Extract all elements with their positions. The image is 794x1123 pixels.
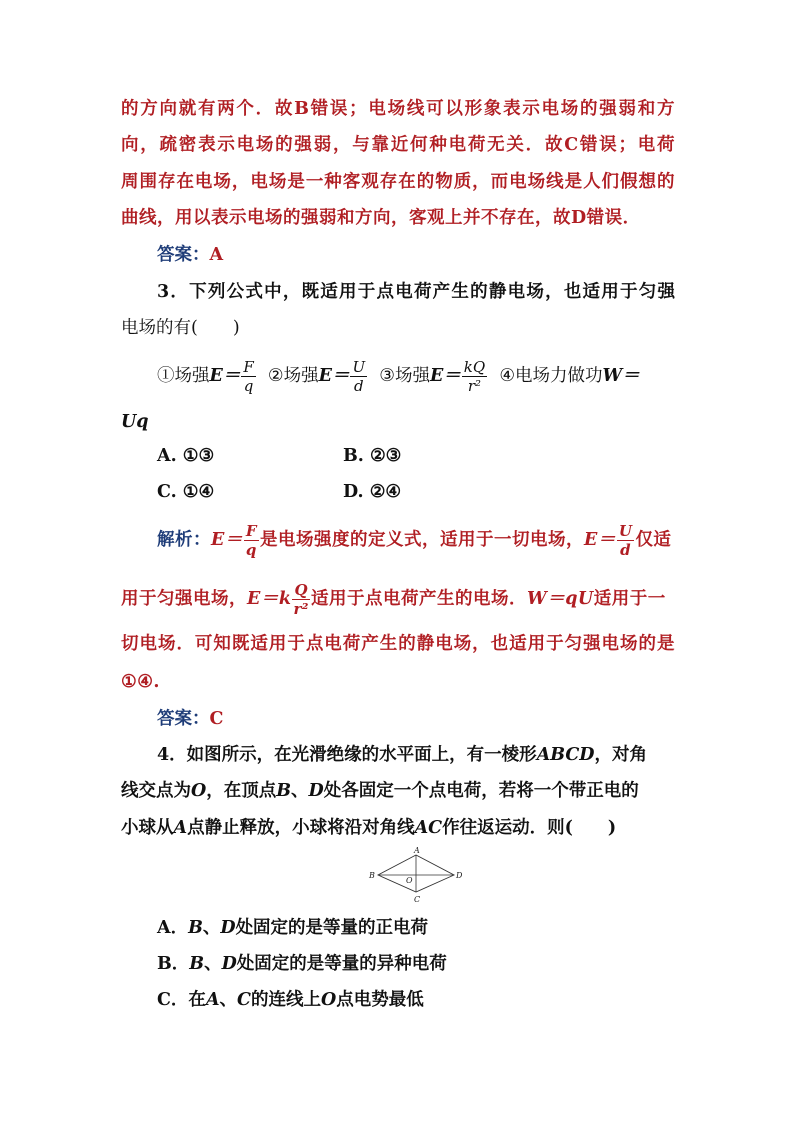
q3-option-b: B. ②③ — [343, 446, 402, 466]
analysis-text-2c: 适用于一 — [593, 589, 666, 609]
q4-text: 线交点为 — [121, 781, 191, 801]
q4-opt-text: C．在 — [157, 990, 206, 1010]
q3-analysis-line-4: ①④. — [121, 672, 160, 692]
q4-var: D — [220, 918, 236, 938]
frac-num: F — [243, 358, 254, 376]
frac-den: r² — [293, 600, 309, 618]
analysis-text-2a: 用于匀强电场， — [121, 589, 247, 609]
q4-opt-text: 处固定的是等量的异种电荷 — [236, 954, 447, 974]
label-d: D — [456, 871, 463, 880]
formula-1-prefix: ①场强 — [157, 366, 210, 386]
analysis-fraction-1 — [244, 522, 259, 559]
q4-text: 点静止释放，小球将沿对角线 — [187, 818, 415, 838]
q3-stem-line-1 — [157, 280, 675, 304]
q4-var: O — [191, 781, 207, 801]
analysis-eq-1: E＝ — [211, 530, 243, 550]
explanation-line-1: 的方向就有两个．故B错误；电场线可以形象表示电场的强弱和方 — [121, 99, 675, 119]
q3-analysis-line-1 — [157, 522, 675, 559]
explanation-line-4: 曲线，用以表示电场的强弱和方向，客观上并不存在，故D错误． — [121, 208, 641, 228]
frac-num: U — [618, 522, 633, 540]
q4-stem-line-1 — [157, 743, 647, 767]
frac-den: d — [353, 377, 364, 395]
q4-opt-text: 、 — [202, 918, 221, 938]
q4-text: ，在顶点 — [206, 781, 277, 801]
q4-var: D — [308, 781, 324, 801]
q3-option-a: A. ①③ — [157, 446, 215, 466]
analysis-text-1a: 是电场强度的定义式，适用于一切电场， — [260, 530, 584, 550]
frac-num: F — [245, 522, 257, 540]
analysis-ek: E＝k — [247, 589, 292, 609]
answer-value: C — [209, 709, 224, 729]
q4-var: C — [237, 990, 251, 1010]
q3-analysis-line-2 — [121, 581, 675, 618]
q4-text: 处各固定一个点电荷，若将一个带正电的 — [323, 781, 639, 801]
label-c: C — [414, 895, 421, 904]
frac-den: r² — [467, 377, 482, 395]
frac-den: d — [620, 541, 632, 559]
analysis-text-2b: 适用于点电荷产生的电场． — [311, 589, 528, 609]
label-b: B — [369, 871, 375, 880]
answer-label: 答案： — [157, 709, 210, 729]
q4-var: D — [221, 954, 237, 974]
q4-text: 4．如图所示，在光滑绝缘的水平面上，有一棱形 — [157, 745, 537, 765]
q4-opt-text: 、 — [219, 990, 238, 1010]
q4-opt-text: 处固定的是等量的正电荷 — [235, 918, 429, 938]
q4-var: B — [188, 918, 203, 938]
q3-formulas — [157, 358, 640, 395]
analysis-fraction-2 — [617, 522, 635, 559]
q4-stem-line-3 — [121, 816, 616, 840]
q4-opt-text: A． — [157, 918, 189, 938]
analysis-text-1b: 仅适 — [635, 530, 672, 550]
formula-3-fraction — [462, 358, 487, 395]
q4-option-c — [157, 988, 424, 1012]
frac-den: q — [243, 377, 254, 395]
frac-num: U — [352, 358, 366, 376]
formula-4-rhs: Uq — [121, 412, 149, 432]
q4-stem-line-2 — [121, 779, 639, 803]
explanation-line-3: 周围存在电场，电场是一种客观存在的物质，而电场线是人们假想的 — [121, 172, 675, 192]
frac-num: Q — [294, 581, 309, 599]
explanation-line-2: 向，疏密表示电场的强弱，与靠近何种电荷无关．故C错误；电荷 — [121, 135, 675, 155]
answer-q3 — [157, 707, 223, 731]
q4-option-a — [157, 916, 428, 940]
formula-2-prefix: ②场强 — [267, 366, 319, 386]
analysis-w: W＝qU — [527, 589, 594, 609]
answer-q2 — [157, 243, 223, 267]
analysis-fraction-3 — [292, 581, 310, 618]
q4-text: 、 — [291, 781, 309, 801]
formula-1-eq: E＝ — [209, 366, 241, 386]
label-o: O — [406, 876, 413, 885]
label-a: A — [414, 846, 420, 855]
q3-option-c: C. ①④ — [157, 482, 215, 502]
analysis-label: 解析： — [157, 530, 211, 550]
q4-var: O — [320, 990, 337, 1010]
q4-opt-text: 、 — [204, 954, 222, 974]
formula-3-eq: E＝ — [429, 366, 461, 386]
q4-opt-text: 的连线上 — [250, 990, 321, 1010]
q4-var: AC — [414, 818, 443, 838]
answer-value: A — [209, 245, 224, 265]
q3-stem-text-1: 3．下列公式中，既适用于点电荷产生的静电场，也适用于匀强 — [157, 282, 675, 302]
formula-4-prefix: ④电场力做功 — [499, 366, 603, 386]
q4-opt-text: B． — [157, 954, 190, 974]
formula-1-fraction — [241, 358, 255, 395]
rhombus-diagram — [364, 845, 464, 905]
q4-option-b — [157, 952, 447, 976]
q4-text: 作往返运动．则( ) — [442, 818, 617, 838]
analysis-eq-2: E＝ — [584, 530, 616, 550]
q3-stem-line-2: 电场的有( ) — [121, 318, 240, 338]
formula-2-eq: E＝ — [318, 366, 350, 386]
frac-den: q — [245, 541, 257, 559]
formula-2-fraction — [350, 358, 367, 395]
q4-opt-text: 点电势最低 — [336, 990, 424, 1010]
answer-label: 答案： — [157, 245, 210, 265]
formula-4-eq: W＝ — [602, 366, 640, 386]
q4-var: ABCD — [536, 745, 595, 765]
q4-text: 小球从 — [121, 818, 174, 838]
q3-analysis-line-3: 切电场．可知既适用于点电荷产生的静电场，也适用于匀强电场的是 — [121, 634, 675, 654]
q4-text: ，对角 — [594, 745, 647, 765]
frac-num: kQ — [463, 358, 486, 376]
q4-var: B — [189, 954, 205, 974]
q4-var: B — [276, 781, 292, 801]
formula-3-prefix: ③场强 — [379, 366, 430, 386]
q4-var: A — [173, 818, 188, 838]
q4-var: A — [205, 990, 220, 1010]
q3-option-d: D. ②④ — [343, 482, 402, 502]
